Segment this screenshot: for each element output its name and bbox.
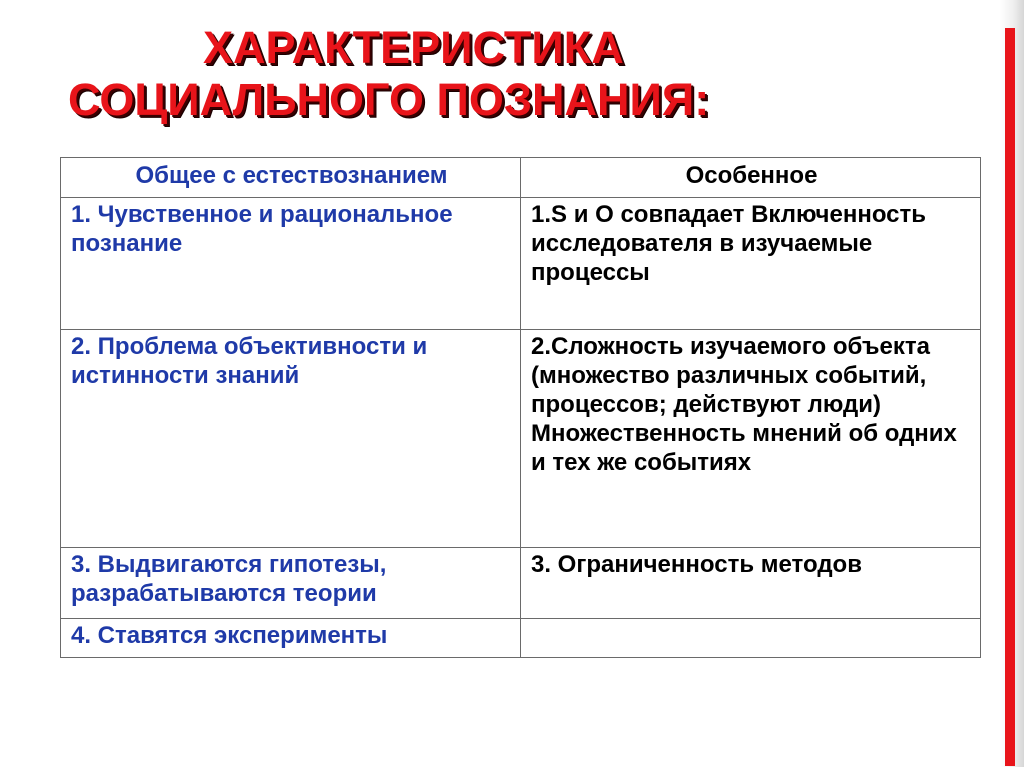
cell-common-3: 3. Выдвигаются гипотезы, разрабатываются теории bbox=[61, 548, 521, 619]
header-specific: Особенное bbox=[521, 158, 981, 198]
table-row bbox=[61, 330, 981, 548]
comparison-table bbox=[60, 157, 981, 658]
table-header-row bbox=[61, 158, 981, 198]
red-accent-bar bbox=[1005, 28, 1015, 766]
cell-specific-2: 2.Сложность изучаемого объекта (множество различных событий, процессов; действуют люди) Множественность мнений об одних и тех же событиях bbox=[521, 330, 981, 548]
table-row bbox=[61, 619, 981, 658]
cell-specific-1: 1.S и О совпадает Включенность исследователя в изучаемые процессы bbox=[521, 198, 981, 330]
cell-specific-4 bbox=[521, 619, 981, 658]
table-row bbox=[61, 548, 981, 619]
table-row bbox=[61, 198, 981, 330]
cell-common-1: 1. Чувственное и рациональное познание bbox=[61, 198, 521, 330]
cell-specific-3: 3. Ограниченность методов bbox=[521, 548, 981, 619]
header-common-with-natural-science: Общее с естествознанием bbox=[61, 158, 521, 198]
title-line-2: СОЦИАЛЬНОГО ПОЗНАНИЯ: bbox=[68, 74, 710, 125]
slide-title bbox=[60, 22, 940, 126]
title-line-1: ХАРАКТЕРИСТИКА bbox=[203, 22, 624, 73]
cell-common-2: 2. Проблема объективности и истинности знаний bbox=[61, 330, 521, 548]
cell-common-4: 4. Ставятся эксперименты bbox=[61, 619, 521, 658]
